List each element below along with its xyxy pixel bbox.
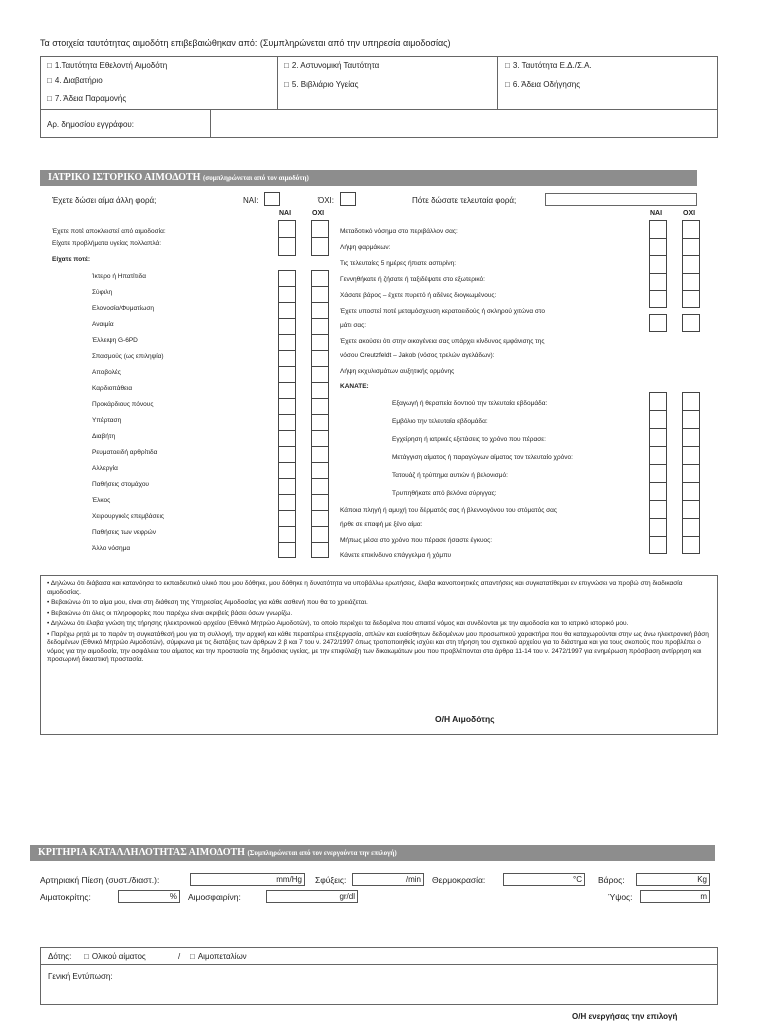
- condition-item: Διαβήτη: [92, 433, 116, 440]
- condition-item: Άλλο νόσημα: [92, 545, 131, 552]
- checkbox-icon: □: [505, 80, 510, 89]
- criteria-title: ΚΡΙΤΗΡΙΑ ΚΑΤΑΛΛΗΛΟΤΗΤΑΣ ΑΙΜΟΔΟΤΗ: [38, 847, 245, 858]
- left-items-no-stack[interactable]: [311, 270, 329, 558]
- option-police-id[interactable]: [284, 61, 379, 70]
- right-sub-yes-stack[interactable]: [649, 392, 667, 554]
- option-residence-permit[interactable]: [47, 94, 126, 103]
- condition-item: Σύφιλη: [92, 289, 113, 296]
- identity-col-divider-2: [497, 56, 498, 110]
- right-question: Κάποια πληγή ή αμυχή του δέρματός σας ή βλεννογόνου του στόματός σας: [340, 507, 558, 514]
- right-top-yes-stack[interactable]: [649, 220, 667, 308]
- declaration-box: [40, 575, 718, 735]
- option-label: 2. Αστυνομική Ταυτότητα: [291, 61, 380, 70]
- criteria-subtitle: (Συμπληρώνεται από τον ενεργούντα την επιλογή): [247, 849, 397, 857]
- last-time-label: Πότε δώσατε τελευταία φορά;: [412, 196, 517, 205]
- checkbox-icon: □: [284, 61, 289, 70]
- declaration-item: • Δηλώνω ότι διάβασα και κατανόησα το εκπαιδευτικό υλικό που μου δόθηκε, μου δόθηκε η δυνατότητα να υποβάλλω ερωτήσεις, έλαβα ικανοποιητικές απαντήσεις και συγκατατίθεμαι εν επιγνώσει να προβώ στη διαδικασία αιμοδοσίας.: [47, 580, 683, 596]
- option-label: 3. Ταυτότητα Ε.Δ./Σ.Α.: [512, 61, 592, 70]
- answer-cell[interactable]: [312, 271, 328, 287]
- history-title: ΙΑΤΡΙΚΟ ΙΣΤΟΡΙΚΟ ΑΙΜΟΔΟΤΗ: [48, 172, 201, 183]
- answer-cell[interactable]: [312, 479, 328, 495]
- answer-cell[interactable]: [279, 511, 295, 527]
- condition-item: Χειρουργικές επεμβάσεις: [92, 513, 165, 520]
- height-unit: m: [700, 892, 707, 901]
- option-label: 7. Άδεια Παραμονής: [54, 94, 127, 103]
- height-input[interactable]: [640, 890, 710, 903]
- option-label: 6. Άδεια Οδήγησης: [512, 80, 581, 89]
- answer-cell[interactable]: [312, 431, 328, 447]
- impression-label: Γενική Εντύπωση:: [48, 972, 113, 981]
- cornea-yes-box[interactable]: [649, 314, 667, 332]
- donor-type-label: Δότης:: [48, 952, 72, 961]
- option-volunteer-id[interactable]: [47, 61, 167, 70]
- history-subtitle: (συμπληρώνεται από τον αιμοδότη): [202, 174, 309, 182]
- answer-cell[interactable]: [279, 463, 295, 479]
- right-question: Λήψη εκχυλισμάτων αυξητικής ορμόνης: [340, 368, 455, 375]
- left-heading: Είχατε ποτέ:: [52, 256, 91, 263]
- left-top-no-stack[interactable]: [311, 220, 329, 256]
- answer-cell[interactable]: [312, 415, 328, 431]
- temp-unit: °C: [573, 875, 582, 884]
- right-sub-no-stack[interactable]: [682, 392, 700, 554]
- right-sub-question: Μετάγγιση αίματος ή παραγώγων αίματος τον τελευταίο χρόνο:: [392, 454, 573, 461]
- no-label: ΌΧΙ:: [318, 196, 334, 205]
- declaration-item: • Βεβαιώνω ότι όλες οι πληροφορίες που παρέχω είναι ακριβείς βάσει όσων γνωρίζω.: [47, 609, 293, 617]
- identity-heading: Τα στοιχεία ταυτότητας αιμοδότη επιβεβαιώθηκαν από: (Συμπληρώνεται από την υπηρεσία αιμοδοσίας): [40, 38, 451, 48]
- whole-blood-option[interactable]: [84, 952, 146, 961]
- answer-cell[interactable]: [312, 351, 328, 367]
- bp-unit: mm/Hg: [276, 875, 302, 884]
- height-label: Ύψος:: [608, 892, 633, 902]
- answer-cell[interactable]: [279, 271, 295, 287]
- col-no-right: ΟΧΙ: [683, 210, 696, 217]
- answer-cell[interactable]: [312, 335, 328, 351]
- yes-label: ΝΑΙ:: [243, 196, 259, 205]
- pulse-unit: /min: [405, 875, 421, 884]
- doc-number-label: Αρ. δημοσίου εγγράφου:: [47, 120, 135, 129]
- answer-cell[interactable]: [279, 303, 295, 319]
- right-heading: ΚΑΝΑΤΕ:: [340, 383, 369, 390]
- option-label: 5. Βιβλιάριο Υγείας: [291, 80, 359, 89]
- condition-item: Αλλεργία: [92, 465, 118, 472]
- answer-cell[interactable]: [279, 543, 295, 559]
- answer-cell[interactable]: [312, 511, 328, 527]
- hb-unit: gr/dl: [339, 892, 355, 901]
- answer-cell[interactable]: [279, 415, 295, 431]
- answer-cell[interactable]: [312, 543, 328, 559]
- left-question: Έχετε ποτέ αποκλειστεί από αιμοδοσία:: [52, 228, 166, 235]
- option-label: 1.Ταυτότητα Εθελοντή Αιμοδότη: [54, 61, 168, 70]
- right-question: ήρθε σε επαφή με ξένο αίμα:: [340, 521, 423, 528]
- condition-item: Αποβολές: [92, 369, 121, 376]
- declaration-item: • Παρέχω ρητά με το παρόν τη συγκατάθεσή μου για τη συλλογή, την αρχική και κάθε περαιτέρω επεξεργασία, απλών και ευαίσθητων δεδομένων μου προσωπικού χαρακτήρα που θα καταχωρούνται στην ως άνω ηλεκτρονική βάση δεδομένων (Εθνικό Μητρώο Αιμοδοτών), σύμφωνα με τις διατάξεις των άρθρων 2 β και 7 του ν. 2472/1997 όπως τροποποιηθείς ισχύει και στη τήρηση του σχετικού αρχείου για το διάστημα και για τους σκοπούς που προβλέπει ο νόμος για την αιμοδοσία, την ασφάλεια του αίματος και την προστασία της δημόσιας υγείας, με την επιφύλαξη των δικαιωμάτων μου που προβλέπονται στα άρθρα 11-14 του ν. 2472/1997 για ενημέρωση πρόσβαση αντίρρηση και προσωρινή δικαστική προστασία.: [47, 630, 709, 663]
- right-question: Έχετε ακούσει ότι στην οικογένεια σας υπάρχει κίνδυνος εμφάνισης της: [340, 338, 545, 345]
- right-sub-question: Τατουάζ ή τρύπημα αυτιών ή βελονισμό:: [392, 472, 508, 479]
- platelets-label: Αιμοπεταλίων: [197, 952, 247, 961]
- donor-type-separator: /: [178, 952, 181, 961]
- answer-cell[interactable]: [279, 399, 295, 415]
- whole-blood-label: Ολικού αίματος: [91, 952, 146, 961]
- hb-label: Αιμοσφαιρίνη:: [188, 892, 241, 902]
- checkbox-icon: □: [84, 952, 89, 961]
- checkbox-icon: □: [47, 76, 52, 85]
- identity-col-divider-1: [277, 56, 278, 110]
- condition-item: Ρευματοειδή αρθρίτιδα: [92, 449, 158, 456]
- answer-cell[interactable]: [279, 287, 295, 303]
- answer-cell[interactable]: [279, 351, 295, 367]
- right-question: Χάσατε βάρος – έχετε πυρετό ή αδένες διογκωμένους:: [340, 292, 497, 299]
- col-no-left: ΟΧΙ: [312, 210, 325, 217]
- right-question: Μήπως μέσα στο χρόνο που πέρασε ήσαστε έγκυος:: [340, 537, 493, 544]
- left-items-yes-stack[interactable]: [278, 270, 296, 558]
- right-question: Γεννηθήκατε ή ζήσατε ή ταξιδέψατε στο εξωτερικό:: [340, 276, 485, 283]
- answer-cell[interactable]: [312, 367, 328, 383]
- right-question: Τις τελευταίες 5 ημέρες ήπιατε ασπιρίνη:: [340, 260, 457, 267]
- hct-input[interactable]: [118, 890, 180, 903]
- col-yes-left: ΝΑΙ: [279, 210, 292, 217]
- condition-item: Καρδιοπάθεια: [92, 385, 133, 392]
- condition-item: Παθήσεις των νεφρών: [92, 529, 156, 536]
- answer-cell[interactable]: [312, 287, 328, 303]
- declaration-item: • Δηλώνω ότι έλαβα γνώση της τήρησης ηλεκτρονικού αρχείου (Εθνικό Μητρώο Αιμοδοτών), το οποίο περιέχει τα δεδομένα που απαιτεί νόμος και συνδέονται με την αιμοδοσία και το ιατρικό ιστορικό μου.: [47, 620, 629, 627]
- answer-cell[interactable]: [279, 447, 295, 463]
- checkbox-icon: □: [47, 61, 52, 70]
- criteria-band: [30, 845, 715, 861]
- history-band: [40, 170, 697, 186]
- answer-cell[interactable]: [312, 447, 328, 463]
- hct-unit: %: [169, 892, 177, 901]
- doc-number-input[interactable]: [212, 112, 716, 136]
- col-yes-right: ΝΑΙ: [650, 210, 663, 217]
- condition-item: Προκάρδιους πόνους: [92, 401, 154, 408]
- option-driving-license[interactable]: [505, 80, 580, 89]
- condition-item: Παθήσεις στομάχου: [92, 481, 149, 488]
- answer-cell[interactable]: [279, 495, 295, 511]
- answer-cell[interactable]: [312, 495, 328, 511]
- right-sub-question: Εγχείρηση ή ιατρικές εξετάσεις το χρόνο που πέρασε:: [392, 436, 546, 443]
- answer-cell[interactable]: [279, 431, 295, 447]
- answer-cell[interactable]: [279, 527, 295, 543]
- weight-input[interactable]: [636, 873, 710, 886]
- answer-cell[interactable]: [279, 367, 295, 383]
- last-time-input[interactable]: [545, 193, 697, 206]
- hb-input[interactable]: [266, 890, 358, 903]
- selector-signature-label: Ο/Η ενεργήσας την επιλογή: [572, 1012, 678, 1021]
- left-top-yes-stack[interactable]: [278, 220, 296, 256]
- pulse-input[interactable]: [352, 873, 424, 886]
- condition-item: Έλκος: [92, 497, 111, 504]
- given-before-yes-box[interactable]: [264, 192, 280, 206]
- platelets-option[interactable]: [190, 952, 247, 961]
- right-sub-question: Τρυπηθήκατε από βελόνα σύριγγας:: [392, 490, 497, 497]
- left-question: Είχατε προβλήματα υγείας πολλαπλά:: [52, 240, 162, 247]
- right-question: Λήψη φαρμάκων:: [340, 244, 391, 251]
- right-question: μάτι σας:: [340, 322, 367, 329]
- answer-cell[interactable]: [279, 479, 295, 495]
- option-label: 4. Διαβατήριο: [54, 76, 103, 85]
- right-question: νόσου Creutzfeldt – Jakob (νόσος τρελών αγελάδων):: [340, 352, 495, 359]
- answer-cell[interactable]: [279, 383, 295, 399]
- checkbox-icon: □: [505, 61, 510, 70]
- right-top-no-stack[interactable]: [682, 220, 700, 308]
- temp-label: Θερμοκρασία:: [432, 875, 486, 885]
- given-before-no-box[interactable]: [340, 192, 356, 206]
- option-passport[interactable]: [47, 76, 103, 85]
- right-question: Κάνετε επικίνδυνο επάγγελμα ή χόμπυ: [340, 552, 452, 559]
- declaration-item: • Βεβαιώνω ότι το αίμα μου, είναι στη διάθεση της Υπηρεσίας Αιμοδοσίας για κάθε ασθενή που θα το χρειάζεται.: [47, 599, 368, 606]
- answer-cell[interactable]: [279, 319, 295, 335]
- answer-cell[interactable]: [312, 527, 328, 543]
- condition-item: Υπέρταση: [92, 417, 122, 424]
- answer-cell[interactable]: [312, 383, 328, 399]
- condition-item: Έλλειψη G-6PD: [92, 337, 138, 344]
- answer-cell[interactable]: [312, 463, 328, 479]
- right-sub-question: Εμβόλιο την τελευταία εβδομάδα:: [392, 418, 488, 425]
- condition-item: Αναιμία: [92, 321, 114, 328]
- weight-unit: Kg: [697, 875, 707, 884]
- cornea-no-box[interactable]: [682, 314, 700, 332]
- answer-cell[interactable]: [312, 319, 328, 335]
- temp-input[interactable]: [503, 873, 585, 886]
- pulse-label: Σφύξεις:: [315, 875, 347, 885]
- condition-item: Σπασμούς (ως επιληψία): [92, 353, 164, 360]
- condition-item: Ελονοσία/Φυματίωση: [92, 305, 154, 312]
- option-military-id[interactable]: [505, 61, 592, 70]
- answer-cell[interactable]: [312, 303, 328, 319]
- right-question: Μεταδοτικό νόσημα στο περιβάλλον σας:: [340, 228, 458, 235]
- donor-signature-label: Ο/Η Αιμοδότης: [435, 714, 495, 724]
- bp-input[interactable]: [190, 873, 305, 886]
- hct-label: Αιματοκρίτης:: [40, 892, 91, 902]
- checkbox-icon: □: [284, 80, 289, 89]
- checkbox-icon: □: [47, 94, 52, 103]
- answer-cell[interactable]: [279, 335, 295, 351]
- given-before-label: Έχετε δώσει αίμα άλλη φορά;: [52, 196, 157, 205]
- right-question: Έχετε υποστεί ποτέ μεταμόσχευση κερατοειδούς ή σκληρού χιτώνα στο: [340, 308, 546, 315]
- checkbox-icon: □: [190, 952, 195, 961]
- doc-number-divider: [210, 110, 211, 138]
- condition-item: Ίκτερο ή Ηπατίτιδα: [92, 273, 146, 280]
- option-health-book[interactable]: [284, 80, 359, 89]
- bp-label: Αρτηριακή Πίεση (συστ./διαστ.):: [40, 875, 160, 885]
- weight-label: Βάρος:: [598, 875, 625, 885]
- right-sub-question: Εξαγωγή ή θεραπεία δοντιού την τελευταία εβδομάδα:: [392, 400, 548, 407]
- answer-cell[interactable]: [312, 399, 328, 415]
- impression-box[interactable]: [40, 965, 718, 1005]
